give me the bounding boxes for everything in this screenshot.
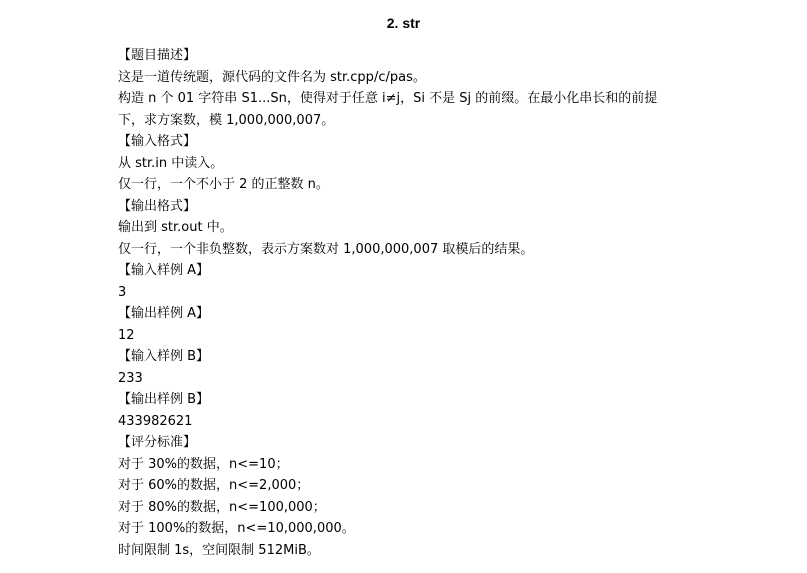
section-heading-sample-output-b: 【输出样例 B】	[118, 392, 210, 407]
scoring-line: 对于 100%的数据，n<=10,000,000。	[118, 521, 355, 536]
input-format-line: 仅一行，一个不小于 2 的正整数 n。	[118, 177, 329, 192]
section-heading-input-format: 【输入格式】	[118, 134, 197, 149]
output-format-line: 输出到 str.out 中。	[118, 220, 233, 235]
description-line: 构造 n 个 01 字符串 S1...Sn，使得对于任意 i≠j，Si 不是 Sj 的前缀。在最小化串长和的前提	[118, 91, 658, 106]
problem-body	[118, 45, 718, 561]
scoring-line: 对于 80%的数据，n<=100,000；	[118, 499, 326, 515]
section-heading-sample-input-a: 【输入样例 A】	[118, 263, 210, 278]
output-format-line: 仅一行，一个非负整数，表示方案数对 1,000,000,007 取模后的结果。	[118, 241, 534, 257]
section-heading-sample-input-b: 【输入样例 B】	[118, 349, 210, 364]
section-heading-description: 【题目描述】	[118, 48, 197, 63]
input-format-line: 从 str.in 中读入。	[118, 155, 224, 171]
section-heading-scoring: 【评分标准】	[118, 435, 197, 450]
description-line: 这是一道传统题，源代码的文件名为 str.cpp/c/pas。	[118, 69, 426, 85]
sample-value: 233	[118, 370, 143, 386]
sample-value: 3	[118, 284, 127, 300]
sample-value: 433982621	[118, 413, 193, 429]
scoring-line: 对于 30%的数据，n<=10；	[118, 456, 289, 472]
limits-line: 时间限制 1s，空间限制 512MiB。	[118, 542, 320, 558]
section-heading-output-format: 【输出格式】	[118, 198, 197, 214]
sample-value: 12	[118, 327, 135, 343]
problem-title: 2. str	[386, 15, 421, 31]
scoring-line: 对于 60%的数据，n<=2,000；	[118, 478, 310, 493]
description-line: 下，求方案数，模 1,000,000,007。	[118, 112, 335, 128]
section-heading-sample-output-a: 【输出样例 A】	[118, 306, 210, 321]
